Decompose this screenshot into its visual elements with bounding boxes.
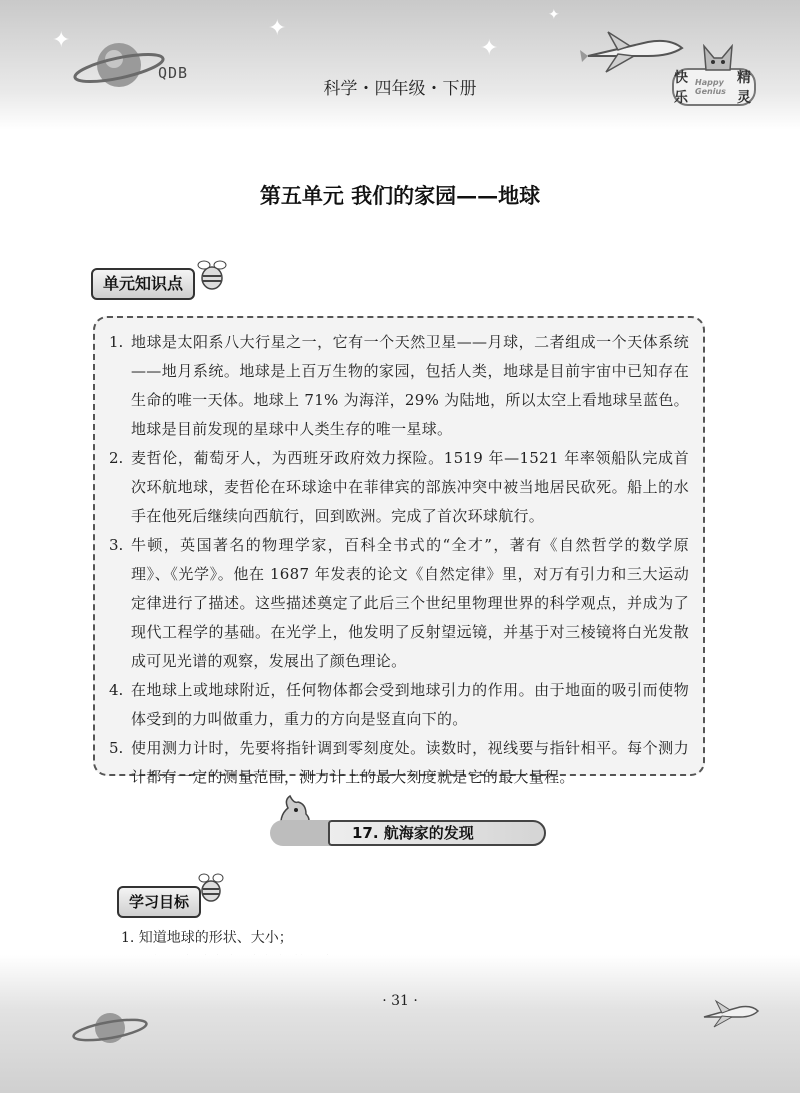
page-header xyxy=(0,0,800,130)
item-number: 1. xyxy=(109,333,124,351)
item-number: 2. xyxy=(109,449,124,467)
learning-goals-tag xyxy=(117,886,201,918)
brand-text: QDB xyxy=(158,64,189,82)
knowledge-points-tag xyxy=(91,268,195,300)
learning-goals-label: 学习目标 xyxy=(129,893,190,911)
knowledge-points-panel xyxy=(93,316,705,786)
logo-text-en: Happy Genius xyxy=(695,78,726,96)
bee-mascot-icon xyxy=(196,870,226,904)
lesson-title: 17. 航海家的发现 xyxy=(328,820,546,846)
bee-mascot-icon xyxy=(196,256,228,292)
unit-title: 第五单元 我们的家园——地球 xyxy=(259,183,541,208)
knowledge-item-5 xyxy=(109,734,689,792)
space-shuttle-icon xyxy=(578,20,688,80)
knowledge-item-3 xyxy=(109,531,689,676)
saturn-icon xyxy=(70,1003,150,1053)
item-number: 5. xyxy=(109,739,124,757)
item-text: 牛顿，英国著名的物理学家，百科全书式的“全才”，著有《自然哲学的数学原理》、《光学》。他在 1687 年发表的论文《自然定律》里，对万有引力和三大运动定律进行了描述。这些描述奠定了此后三个世纪里物理世界的科学观点，并成为了现代工程学的基础。在光学上，他发明了反射望远镜，并基于对三棱镜将白光发散成可见光谱的观察，发展出了颜色理论。 xyxy=(131,536,689,670)
fox-mascot-icon xyxy=(700,44,736,72)
page-footer xyxy=(0,955,800,1093)
happy-genius-logo xyxy=(672,68,756,106)
item-text: 在地球上或地球附近，任何物体都会受到地球引力的作用。由于地面的吸引而使物体受到的力叫做重力，重力的方向是竖直向下的。 xyxy=(131,681,689,728)
knowledge-item-2 xyxy=(109,444,689,531)
sparkle-icon: ✦ xyxy=(52,28,71,53)
sparkle-icon: ✦ xyxy=(548,7,560,23)
goal-item: 1. 知道地球的形状、大小； xyxy=(121,930,293,946)
knowledge-points-label: 单元知识点 xyxy=(103,274,184,293)
lesson-bar-cap xyxy=(270,820,330,846)
item-text: 麦哲伦，葡萄牙人，为西班牙政府效力探险。1519 年—1521 年率领船队完成首次环航地球，麦哲伦在环球途中在菲律宾的部族冲突中被当地居民砍死。船上的水手在他死后继续向西航行，回到欧洲。完成了首次环球航行。 xyxy=(131,449,689,525)
page-number: · 31 · xyxy=(382,993,418,1009)
item-text: 地球是太阳系八大行星之一，它有一个天然卫星——月球，二者组成一个天体系统——地月系统。地球是上百万生物的家园，包括人类，地球是目前宇宙中已知存在生命的唯一天体。地球上 71% 为海洋，29% 为陆地，所以太空上看地球呈蓝色。地球是目前发现的星球中人类生存的唯一星球。 xyxy=(131,333,689,438)
item-text: 使用测力计时，先要将指针调到零刻度处。读数时，视线要与指针相平。每个测力计都有一定的测量范围，测力计上的最大刻度就是它的最大量程。 xyxy=(131,739,689,786)
book-title: 科学・四年级・下册 xyxy=(323,79,477,99)
sparkle-icon: ✦ xyxy=(480,36,499,61)
sparkle-icon: ✦ xyxy=(268,16,287,41)
logo-text-left: 快乐 xyxy=(674,70,688,106)
lesson-title-bar xyxy=(270,820,546,846)
knowledge-item-4 xyxy=(109,676,689,734)
item-number: 3. xyxy=(109,536,124,554)
logo-text-right: 精灵 xyxy=(736,70,751,106)
item-number: 4. xyxy=(109,681,124,699)
knowledge-item-1 xyxy=(109,328,689,444)
